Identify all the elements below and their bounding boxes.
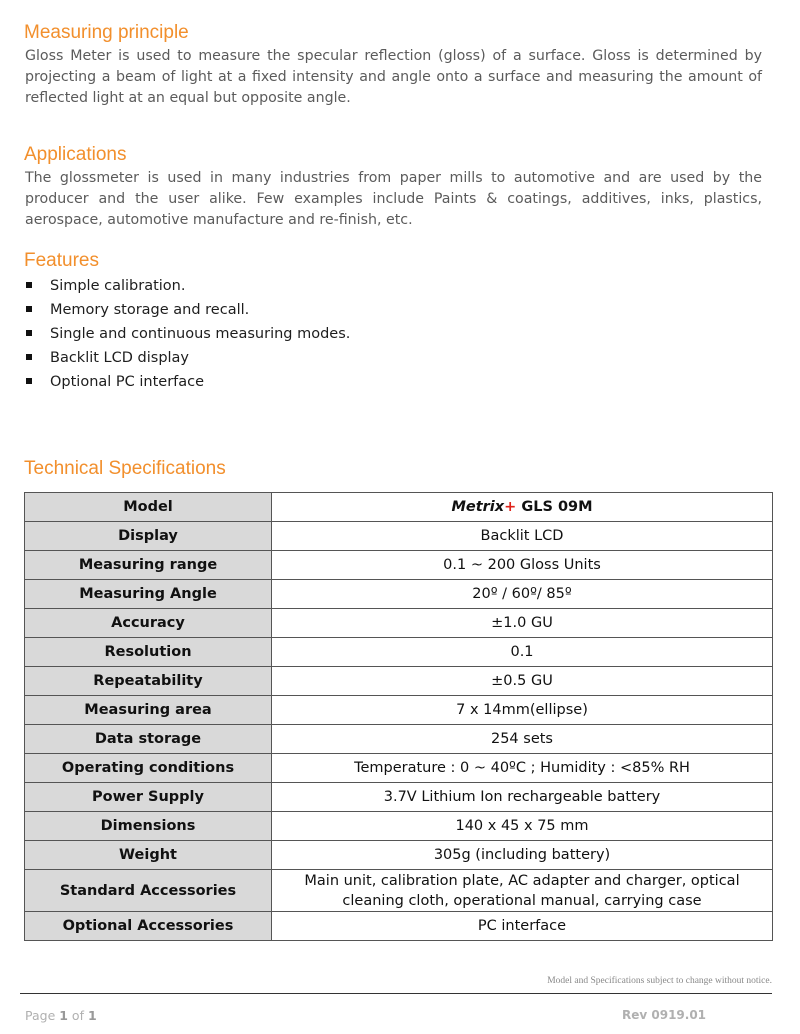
feature-text: Optional PC interface xyxy=(50,374,205,390)
brand-name: Metrix xyxy=(451,499,505,515)
feature-item xyxy=(25,324,350,348)
features-heading: Features xyxy=(24,250,99,271)
measuring-principle-heading: Measuring principle xyxy=(24,22,189,43)
applications-text: The glossmeter is used in many industries from paper mills to automotive and are used by the producer and the user alike. Few examples include Paints & coatings, additives, inks, plastics, aerospace, automotive manufacture and re-finish, etc. xyxy=(25,170,762,228)
technical-specifications-heading: Technical Specifications xyxy=(24,458,226,479)
spec-value: 254 sets xyxy=(272,725,773,754)
measuring-principle-text: Gloss Meter is used to measure the specular reflection (gloss) of a surface. Gloss is determined by projecting a beam of light at a fixed intensity and angle onto a surface and measuring the amount of reflected light at an equal but opposite angle. xyxy=(25,48,762,106)
disclaimer-note: Model and Specifications subject to change without notice. xyxy=(547,976,772,986)
spec-label: Accuracy xyxy=(25,609,272,638)
spec-label: Measuring Angle xyxy=(25,580,272,609)
spec-row xyxy=(25,551,773,580)
spec-label: Repeatability xyxy=(25,667,272,696)
spec-label: Operating conditions xyxy=(25,754,272,783)
spec-row xyxy=(25,783,773,812)
spec-row xyxy=(25,812,773,841)
page-number xyxy=(25,1008,97,1023)
revision-label: Rev 0919.01 xyxy=(622,1008,707,1022)
spec-value: ±1.0 GU xyxy=(272,609,773,638)
spec-label: Measuring range xyxy=(25,551,272,580)
square-bullet-icon xyxy=(26,306,32,312)
feature-text: Memory storage and recall. xyxy=(50,302,250,318)
spec-row xyxy=(25,696,773,725)
spec-label: Optional Accessories xyxy=(25,912,272,941)
spec-value: 20º / 60º/ 85º xyxy=(272,580,773,609)
spec-row xyxy=(25,754,773,783)
spec-value: 0.1 ~ 200 Gloss Units xyxy=(272,551,773,580)
square-bullet-icon xyxy=(26,354,32,360)
spec-value: PC interface xyxy=(272,912,773,941)
spec-value: 7 x 14mm(ellipse) xyxy=(272,696,773,725)
feature-item xyxy=(25,372,350,396)
page-current: 1 xyxy=(59,1008,68,1023)
feature-item xyxy=(25,276,350,300)
spec-label: Resolution xyxy=(25,638,272,667)
spec-row xyxy=(25,841,773,870)
model-name: GLS 09M xyxy=(516,499,593,515)
spec-table xyxy=(24,492,773,941)
spec-value: 305g (including battery) xyxy=(272,841,773,870)
brand-plus: + xyxy=(504,499,517,515)
spec-value: 0.1 xyxy=(272,638,773,667)
feature-text: Single and continuous measuring modes. xyxy=(50,326,351,342)
spec-row xyxy=(25,725,773,754)
spec-label: Power Supply xyxy=(25,783,272,812)
spec-row xyxy=(25,667,773,696)
applications-heading: Applications xyxy=(24,144,127,165)
spec-value: Main unit, calibration plate, AC adapter and charger, optical cleaning cloth, operational manual, carrying case xyxy=(272,870,773,912)
spec-row xyxy=(25,522,773,551)
spec-label: Standard Accessories xyxy=(25,870,272,912)
spec-model-value xyxy=(272,493,773,522)
spec-label: Display xyxy=(25,522,272,551)
feature-text: Backlit LCD display xyxy=(50,350,190,366)
spec-row-model xyxy=(25,493,773,522)
square-bullet-icon xyxy=(26,282,32,288)
square-bullet-icon xyxy=(26,330,32,336)
spec-label: Model xyxy=(25,493,272,522)
spec-label: Data storage xyxy=(25,725,272,754)
spec-row xyxy=(25,580,773,609)
spec-value: ±0.5 GU xyxy=(272,667,773,696)
spec-row xyxy=(25,870,773,912)
spec-label: Dimensions xyxy=(25,812,272,841)
square-bullet-icon xyxy=(26,378,32,384)
page-of: of xyxy=(67,1008,88,1023)
feature-item xyxy=(25,348,350,372)
spec-value: Backlit LCD xyxy=(272,522,773,551)
feature-text: Simple calibration. xyxy=(50,278,186,294)
spec-value: 3.7V Lithium Ion rechargeable battery xyxy=(272,783,773,812)
features-list xyxy=(25,276,350,396)
spec-row xyxy=(25,912,773,941)
footer-divider xyxy=(20,993,772,994)
spec-row xyxy=(25,609,773,638)
spec-label: Weight xyxy=(25,841,272,870)
spec-row xyxy=(25,638,773,667)
page-total: 1 xyxy=(87,1008,97,1023)
spec-value: 140 x 45 x 75 mm xyxy=(272,812,773,841)
spec-value: Temperature : 0 ~ 40ºC ; Humidity : <85% RH xyxy=(272,754,773,783)
spec-label: Measuring area xyxy=(25,696,272,725)
page-prefix: Page xyxy=(25,1008,60,1023)
feature-item xyxy=(25,300,350,324)
